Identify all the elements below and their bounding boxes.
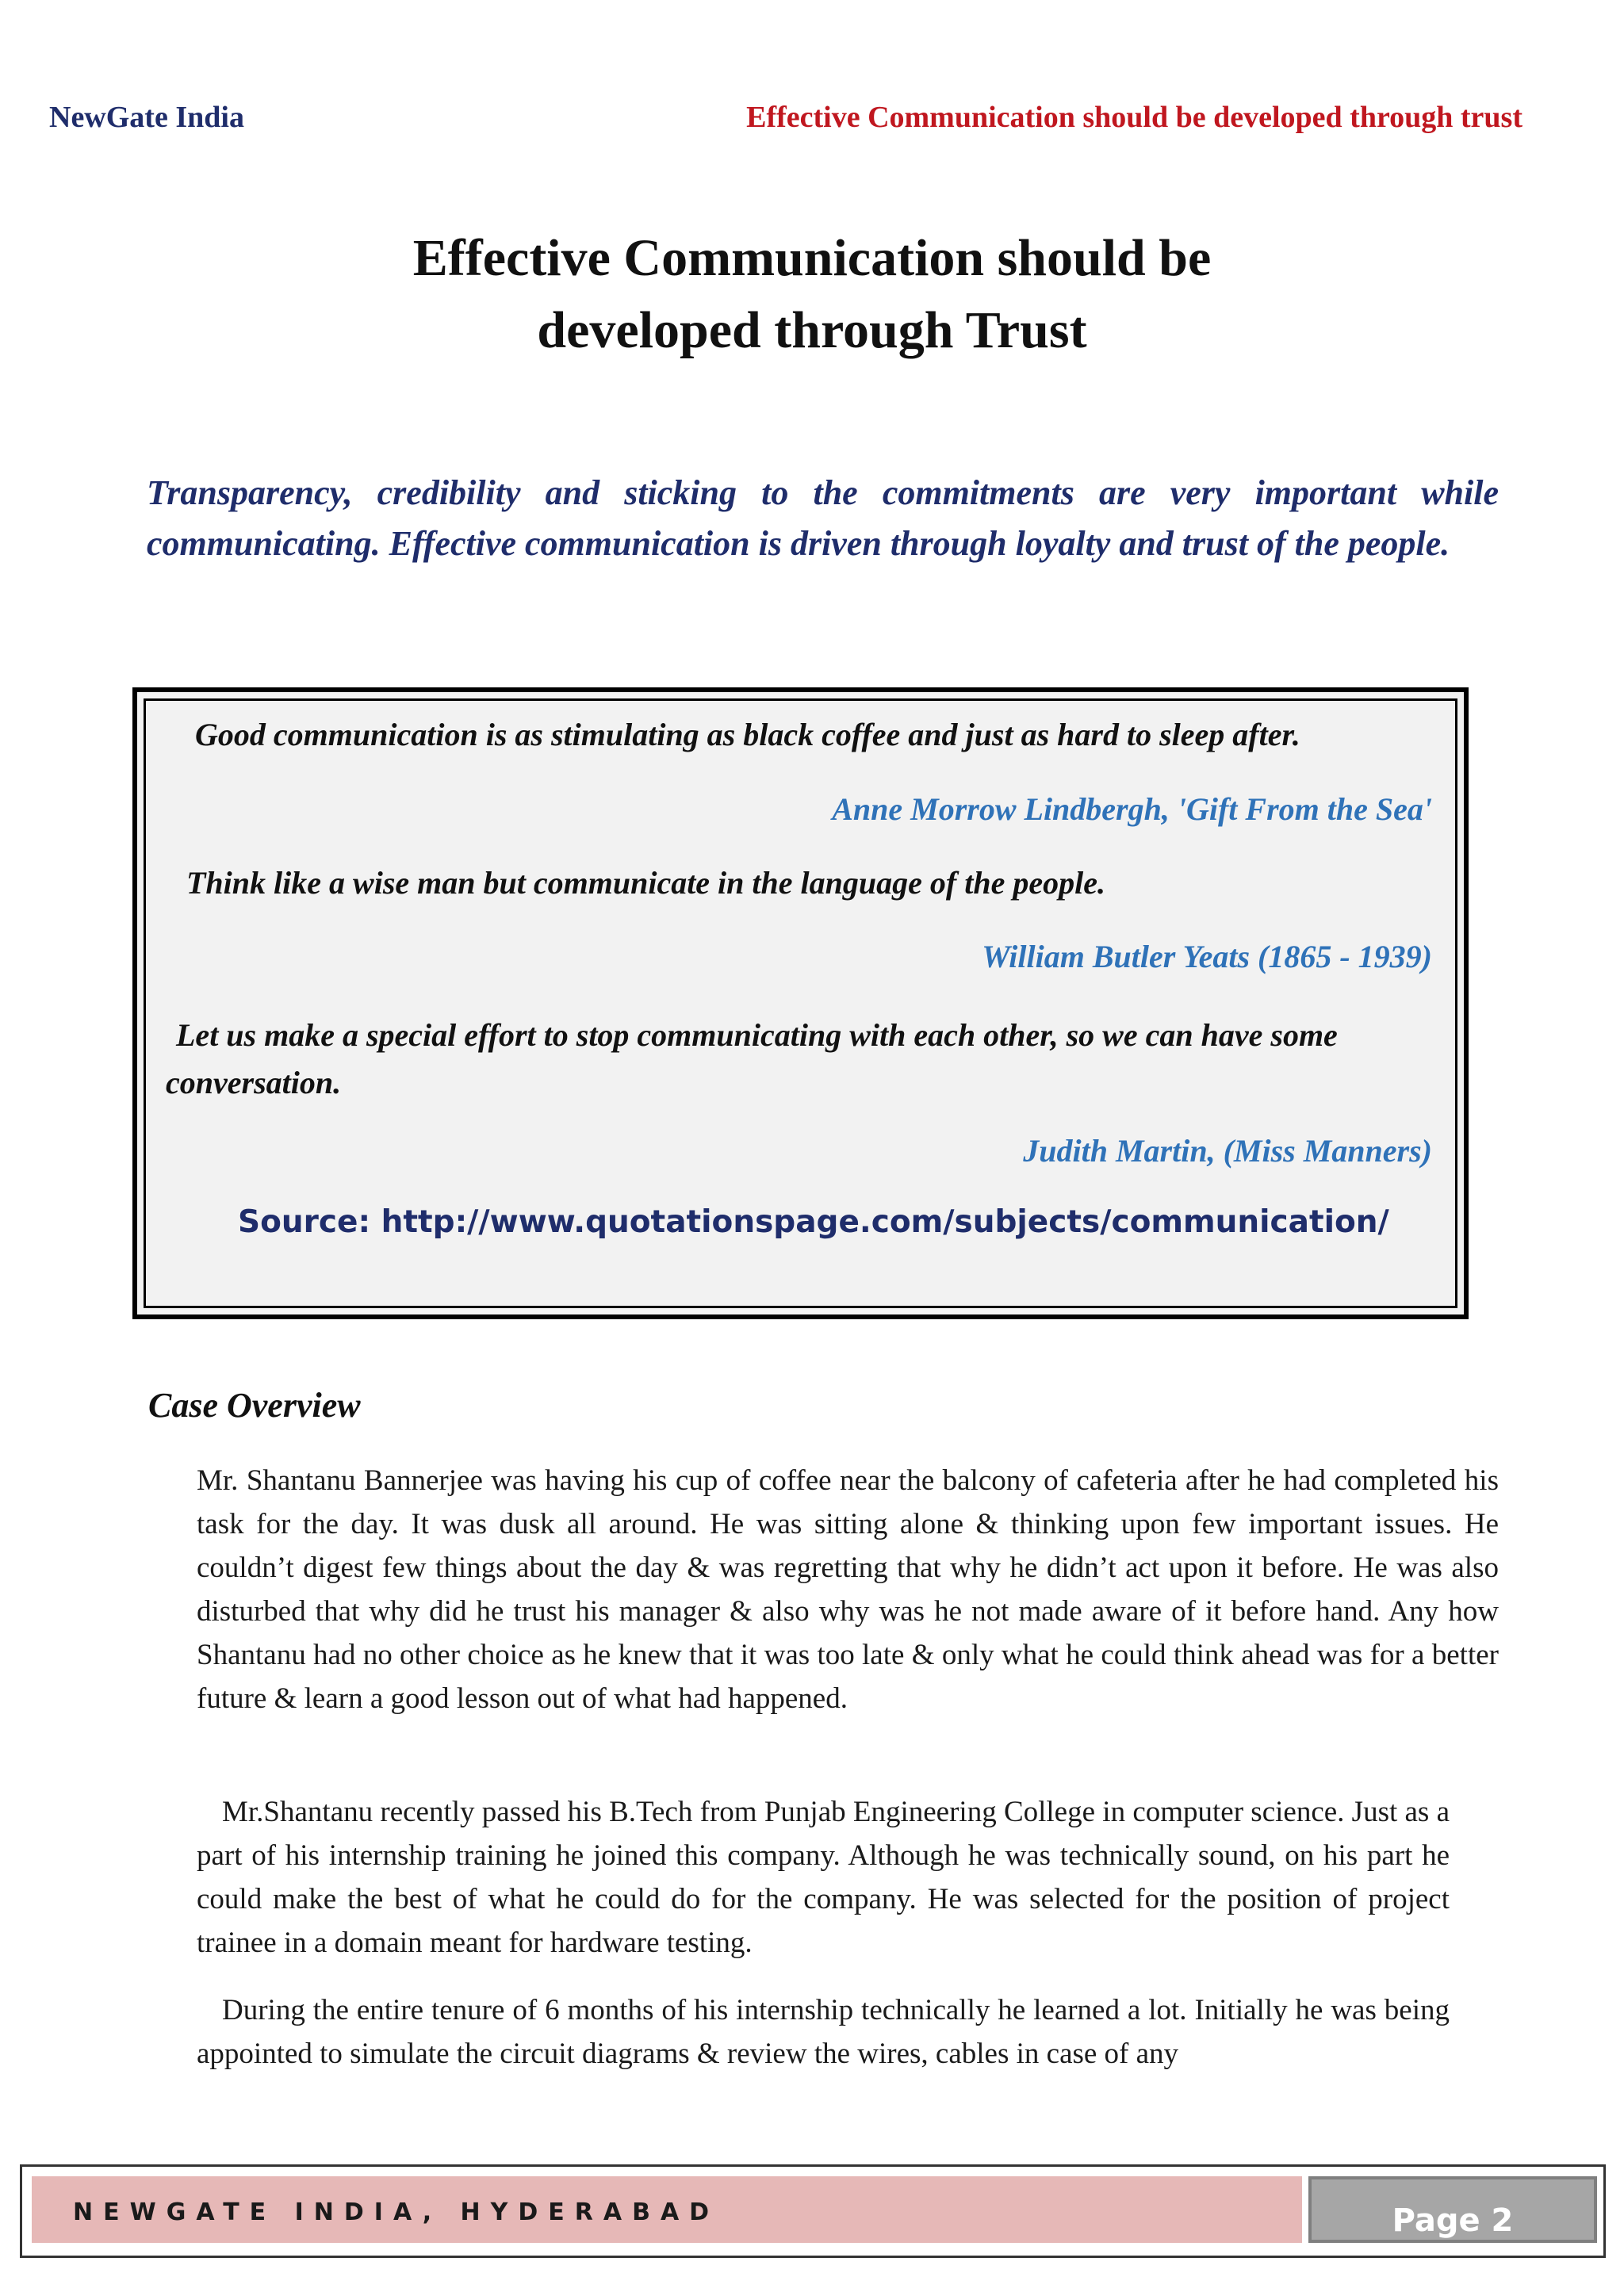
quote-text-3: Let us make a special effort to stop communicating with each other, so we can have some conversation. bbox=[166, 1017, 1338, 1100]
lead-summary: Transparency, credibility and sticking to the commitments are very important while communicating. Effective communication is driven through loyalty and trust of the people. bbox=[147, 473, 1499, 563]
page-title-line-2: developed through Trust bbox=[537, 301, 1087, 359]
header-document-title: Effective Communication should be developed through trust bbox=[746, 101, 1522, 134]
header-org-name: NewGate India bbox=[49, 101, 244, 134]
body-paragraph-1: Mr. Shantanu Bannerjee was having his cup of coffee near the balcony of cafeteria after he had completed his task for the day. It was dusk all around. He was sitting alone & thinking upon few important issues. He couldn’t digest few things about the day & was regretting that why he didn’t act upon it before. He was also disturbed that why did he trust his manager & also why was he not made aware of it before hand. Any how Shantanu had no other choice as he knew that it was too late & only what he could think ahead was for a better future & learn a good lesson out of what had happened. bbox=[197, 1464, 1499, 1715]
body-paragraph-3: During the entire tenure of 6 months of his internship technically he learned a lot. Initially he was being appointed to simulate the circuit diagrams & review the wires, cables in case of any bbox=[197, 1994, 1450, 2070]
page-title bbox=[0, 222, 1624, 366]
page-title-line-1: Effective Communication should be bbox=[412, 229, 1212, 287]
body-paragraph-2: Mr.Shantanu recently passed his B.Tech from Punjab Engineering College in computer science. Just as a part of his internship training he joined this company. Although he was technically sound, on his part he could make the best of what he could do for the company. He was selected for the position of project trainee in a domain meant for hardware testing. bbox=[197, 1796, 1450, 1959]
quotes-box bbox=[132, 687, 1469, 1319]
footer-page-number: Page 2 bbox=[1392, 2202, 1514, 2239]
quote-text-2: Think like a wise man but communicate in the language of the people. bbox=[186, 865, 1105, 901]
section-heading-case-overview: Case Overview bbox=[148, 1386, 361, 1425]
quote-text-1: Good communication is as stimulating as black coffee and just as hard to sleep after. bbox=[195, 717, 1300, 752]
quote-author-1: Anne Morrow Lindbergh, 'Gift From the Sea' bbox=[832, 791, 1432, 827]
quote-author-2: William Butler Yeats (1865 - 1939) bbox=[982, 939, 1432, 974]
footer-label: NEWGATE INDIA, HYDERABAD bbox=[73, 2198, 720, 2226]
quote-source-link[interactable]: Source: http://www.quotationspage.com/subjects/communication/ bbox=[238, 1204, 1389, 1240]
quote-author-3: Judith Martin, (Miss Manners) bbox=[1023, 1133, 1432, 1169]
